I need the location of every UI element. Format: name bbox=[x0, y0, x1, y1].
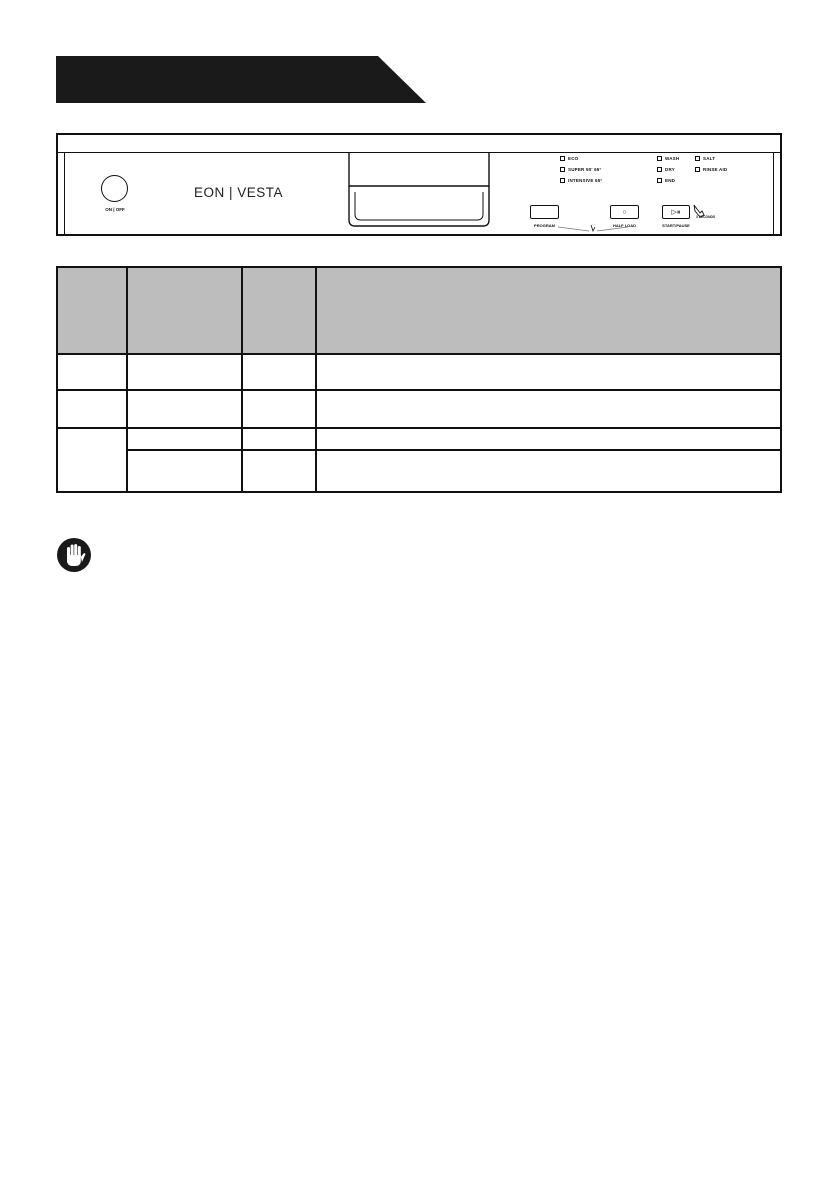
indicator-led-icon bbox=[695, 167, 700, 172]
indicator-label: WASH bbox=[665, 156, 680, 161]
indicator-label: DRY bbox=[665, 167, 675, 172]
table-cell bbox=[127, 390, 242, 428]
table-row bbox=[57, 390, 781, 428]
indicator-wash bbox=[657, 156, 679, 161]
start-pause-button bbox=[662, 205, 690, 219]
indicator-label: INTENSIVE 65° bbox=[568, 178, 603, 183]
door-handle-recess bbox=[345, 152, 495, 228]
indicator-rinse-aid bbox=[695, 167, 727, 172]
table-cell bbox=[242, 450, 316, 492]
table-header-cell bbox=[316, 267, 781, 354]
panel-left-edge bbox=[64, 152, 65, 234]
hold-note: 3 SECONDS bbox=[696, 215, 716, 219]
half-load-button bbox=[610, 205, 639, 219]
control-panel-diagram bbox=[56, 133, 782, 236]
program-table bbox=[56, 266, 782, 493]
table-row bbox=[57, 354, 781, 390]
indicator-led-icon bbox=[657, 156, 662, 161]
program-button-label: PROGRAM bbox=[534, 223, 555, 228]
table-cell bbox=[242, 354, 316, 390]
indicator-led-icon bbox=[695, 156, 700, 161]
table-row bbox=[57, 428, 781, 450]
table-header-cell bbox=[57, 267, 127, 354]
indicator-label: RINSE AID bbox=[703, 167, 728, 172]
table-header-cell bbox=[242, 267, 316, 354]
table-header-cell bbox=[127, 267, 242, 354]
indicator-led-icon bbox=[657, 178, 662, 183]
half-load-button-label: HALF LOAD bbox=[612, 223, 637, 228]
table-cell bbox=[127, 428, 242, 450]
panel-right-edge bbox=[773, 152, 774, 234]
indicator-led-icon bbox=[560, 167, 565, 172]
indicator-led-icon bbox=[560, 178, 565, 183]
combo-link-lines bbox=[553, 221, 633, 235]
indicator-led-icon bbox=[560, 156, 565, 161]
indicator-end bbox=[657, 178, 675, 183]
power-knob-label: ON | OFF bbox=[105, 207, 125, 212]
table-cell bbox=[316, 450, 781, 492]
table-cell bbox=[316, 428, 781, 450]
play-pause-icon: ▷⏸ bbox=[671, 208, 681, 216]
table-cell bbox=[242, 390, 316, 428]
table-cell bbox=[57, 428, 127, 492]
indicator-label: END bbox=[665, 178, 676, 183]
indicator-label: SALT bbox=[703, 156, 716, 161]
hand-stop-icon bbox=[56, 537, 92, 573]
table-cell bbox=[127, 354, 242, 390]
indicator-intensive bbox=[560, 178, 602, 183]
table-cell bbox=[57, 390, 127, 428]
table-cell bbox=[127, 450, 242, 492]
indicator-dry bbox=[657, 167, 675, 172]
table-cell bbox=[316, 390, 781, 428]
table-cell bbox=[316, 354, 781, 390]
indicator-salt bbox=[695, 156, 715, 161]
brand-logo-text: EON | VESTA bbox=[194, 185, 284, 200]
indicator-super bbox=[560, 167, 602, 172]
indicator-eco bbox=[560, 156, 578, 161]
table-row bbox=[57, 450, 781, 492]
circle-icon: ○ bbox=[622, 208, 627, 216]
power-knob-icon bbox=[101, 175, 128, 202]
start-pause-button-label: START/PAUSE bbox=[662, 223, 690, 228]
program-button bbox=[530, 205, 559, 219]
indicator-led-icon bbox=[657, 167, 662, 172]
table-cell bbox=[242, 428, 316, 450]
table-cell bbox=[57, 354, 127, 390]
section-banner bbox=[56, 56, 426, 103]
indicator-label: SUPER 50' 65° bbox=[568, 167, 602, 172]
indicator-label: ECO bbox=[568, 156, 579, 161]
